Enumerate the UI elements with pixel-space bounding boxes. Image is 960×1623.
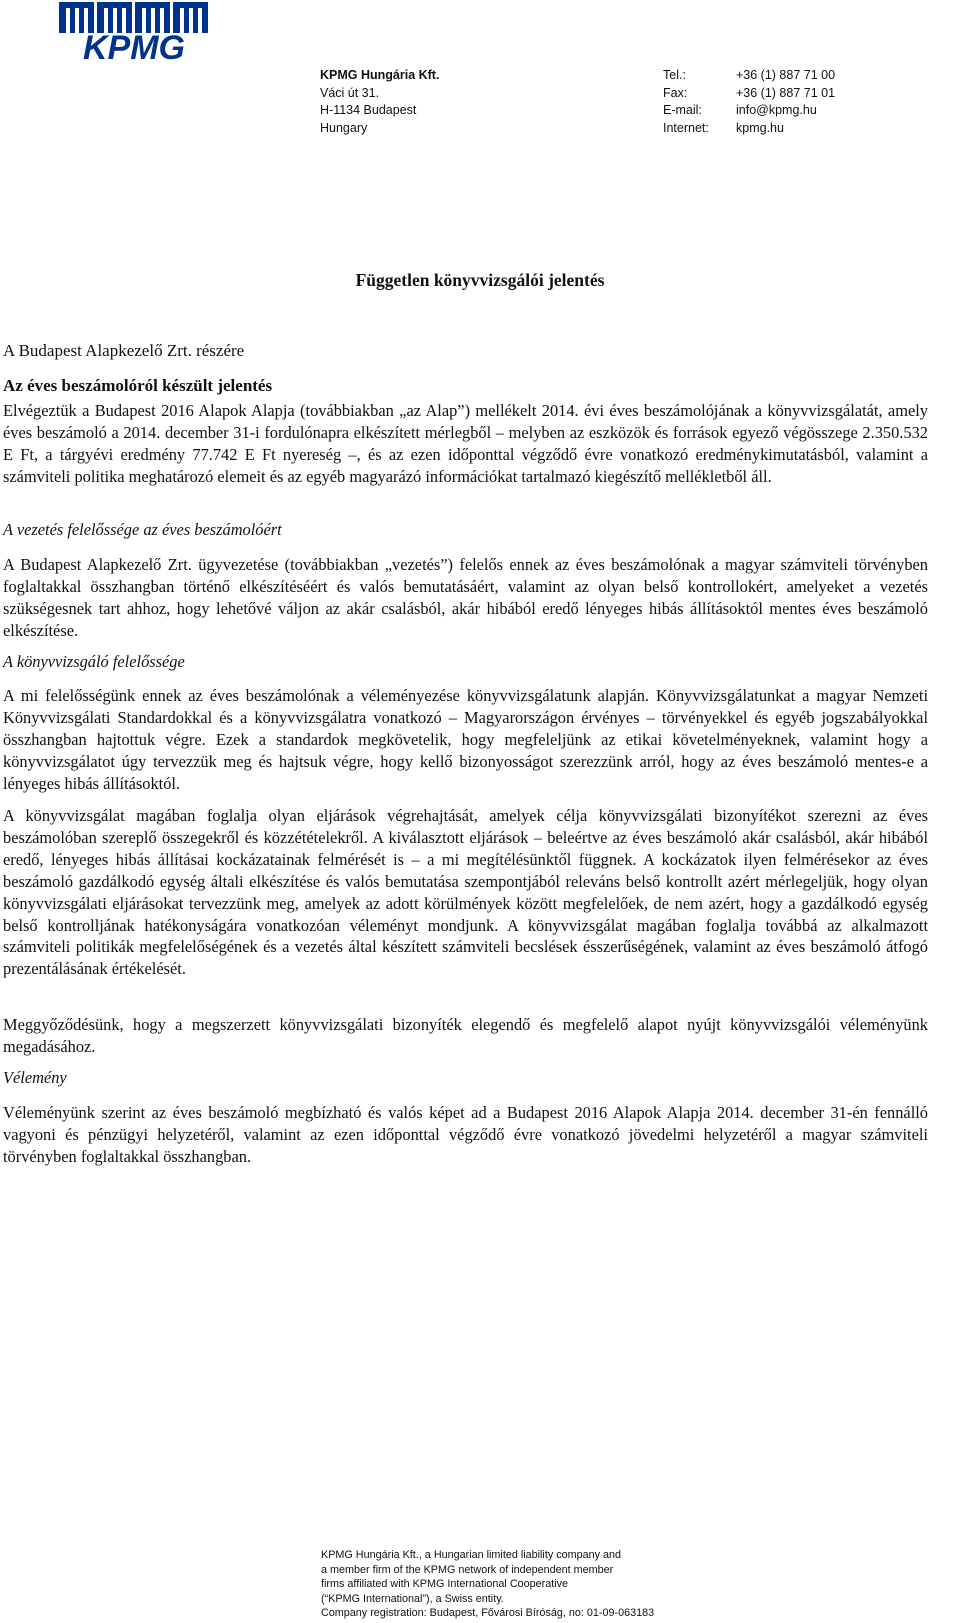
intro-paragraph: Elvégeztük a Budapest 2016 Alapok Alapja (továbbiakban „az Alap”) mellékelt 2014. évi éves beszámolójának a könyvvizsgálatát, amely éves beszámoló a 2014. december 31-i fordulónapra elkészített mérlegből – melyben az eszközök és források egyező végösszege 2.350.532 E Ft, a tárgyévi eredmény 77.742 E Ft nyereség –, és az ezen időponttal végződő évre vonatkozó eredménykimutatásból, valamint a számviteli politika meghatározó elemeit és az egyéb magyarázó információkat tartalmazó kiegészítő mellékletből áll. <box>3 401 928 486</box>
auditor-responsibility-heading: A könyvvizsgáló felelőssége <box>3 652 185 671</box>
letterhead-contact-values <box>736 67 835 137</box>
auditor-responsibility-paragraph-1: A mi felelősségünk ennek az éves beszámolónak a véleményezése könyvvizsgálatunk alapján. Könyvvizsgálatunkat a magyar Nemzeti Könyvvizsgálati Standardokkal és a könyvvizsgálatra vonatkozó – Magyarországon érvényes – törvényekkel és egyéb jogszabályokkal összhangban hajtottuk végre. Ezek a standardok megkövetelik, hogy megfeleljünk az etikai követelményeknek, valamint hogy a könyvvizsgálatot úgy tervezzük meg és hajtsuk végre, hogy kellő bizonyosságot szerezzünk arról, hogy az éves beszámoló mentes-e a lényeges hibás állításoktól. <box>3 686 928 793</box>
report-heading: Az éves beszámolóról készült jelentés <box>3 376 273 395</box>
management-responsibility-paragraph: A Budapest Alapkezelő Zrt. ügyvezetése (továbbiakban „vezetés”) felelős ennek az éves beszámolónak a magyar számviteli törvényben foglaltakkal összhangban történő elkészítéséért és valós bemutatásáért, valamint az olyan belső kontrollokért, amelyeket a vezetés szükségesnek tart ahhoz, hogy lehetővé váljon az akár csalásból, akár hibából eredő lényeges hibás állításoktól mentes éves beszámoló elkészítése. <box>3 555 928 640</box>
recipient-line: A Budapest Alapkezelő Zrt. részére <box>3 341 245 360</box>
contact-label-tel: Tel.: <box>663 68 686 82</box>
footer-line: firms affiliated with KPMG International Cooperative <box>321 1578 569 1591</box>
kpmg-logo <box>53 2 216 64</box>
document-title: Független könyvvizsgálói jelentés <box>355 270 605 290</box>
contact-value-internet[interactable]: kpmg.hu <box>736 120 784 135</box>
contact-value-email[interactable]: info@kpmg.hu <box>736 103 817 117</box>
company-name: KPMG Hungária Kft. <box>320 68 440 82</box>
footer-legal <box>321 1548 741 1621</box>
contact-label-internet: Internet: <box>663 120 709 135</box>
address-country: Hungary <box>320 120 368 135</box>
address-street: Váci út 31. <box>320 85 380 100</box>
footer-line: Company registration: Budapest, Fővárosi Bíróság, no: 01-09-063183 <box>321 1607 655 1620</box>
management-responsibility-heading: A vezetés felelőssége az éves beszámolóért <box>3 520 282 539</box>
contact-label-fax: Fax: <box>663 85 688 100</box>
footer-line: a member firm of the KPMG network of independent member <box>321 1563 614 1576</box>
auditor-responsibility-paragraph-2: A könyvvizsgálat magában foglalja olyan eljárások végrehajtását, amelyek célja könyvvizsgálati bizonyítékot szerezni az éves beszámolóban szereplő összegekről és közzétételekről. A kiválasztott eljárások – beleértve az éves beszámoló akár csalásból, akár hibából eredő, lényeges hibás állításai kockázatainak felmérését is – a mi megítélésünktől függnek. A kockázatok ilyen felmérésekor az éves beszámoló gazdálkodó egység általi elkészítése és valós bemutatása szempontjából releváns belső kontrollt azért mérlegeljük, hogy olyan könyvvizsgálati eljárásokat tervezzünk meg, amelyek az adott körülmények között megfelelőek, de nem azért, hogy a gazdálkodó egység belső kontrolljának hatékonyságára vonatkozóan véleményt mondjunk. A könyvvizsgálat magában foglalja továbbá az alkalmazott számviteli politikák megfelelőségének és a vezetés által készített számviteli becslések ésszerűségének, valamint az éves beszámoló átfogó prezentálásának értékelését. <box>3 806 928 979</box>
opinion-heading: Vélemény <box>3 1068 67 1087</box>
kpmg-logo-wordmark: KPMG <box>83 29 185 64</box>
opinion-paragraph: Véleményünk szerint az éves beszámoló megbízható és valós képet ad a Budapest 2016 Alapok Alapja 2014. december 31-én fennálló vagyoni és pénzügyi helyzetéről, valamint az ezen időponttal végződő évre vonatkozó jövedelmi helyzetéről a magyar számviteli törvényben foglaltakkal összhangban. <box>3 1103 928 1166</box>
footer-line: KPMG Hungária Kft., a Hungarian limited liability company and <box>321 1549 622 1561</box>
footer-line: (“KPMG International”), a Swiss entity. <box>321 1592 504 1605</box>
contact-value-tel: +36 (1) 887 71 00 <box>736 68 836 82</box>
letterhead-contact-labels <box>663 67 709 137</box>
address-city: H-1134 Budapest <box>320 103 417 117</box>
contact-value-fax: +36 (1) 887 71 01 <box>736 85 836 100</box>
kpmg-logo-graphic <box>53 2 216 64</box>
contact-label-email: E-mail: <box>663 103 702 117</box>
auditor-responsibility-paragraph-3: Meggyőződésünk, hogy a megszerzett könyvvizsgálati bizonyíték elegendő és megfelelő alapot nyújt könyvvizsgálói véleményünk megadásához. <box>3 1015 928 1056</box>
letterhead-address <box>320 67 439 137</box>
